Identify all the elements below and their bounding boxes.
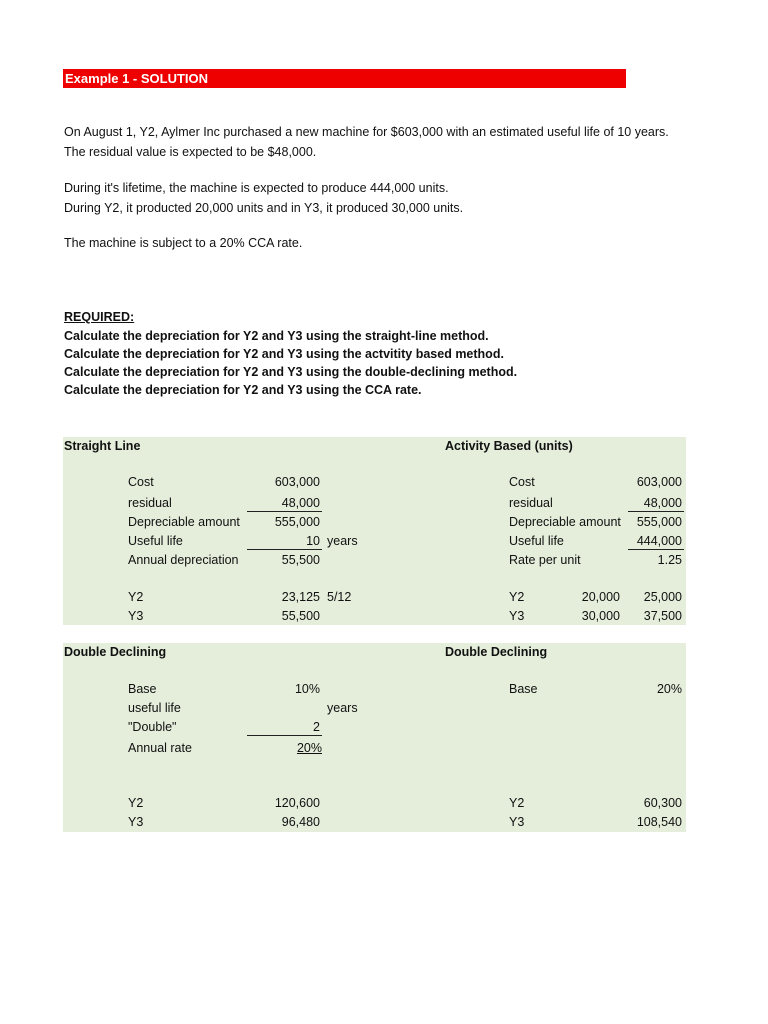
- dd-base-value: 10%: [294, 682, 320, 696]
- ab-residual-value: 48,000: [643, 496, 682, 510]
- sl-residual-value: 48,000: [281, 496, 320, 510]
- ab-cost-value: 603,000: [636, 475, 682, 489]
- required-item: Calculate the depreciation for Y2 and Y3 using the actvitity based method.: [64, 347, 504, 361]
- ab-life-underline: [628, 549, 684, 550]
- straight-line-heading: Straight Line: [64, 439, 141, 453]
- ab-rate-label: Rate per unit: [509, 553, 581, 567]
- sl-y3-value: 55,500: [281, 609, 320, 623]
- activity-heading: Activity Based (units): [445, 439, 573, 453]
- required-item: Calculate the depreciation for Y2 and Y3 using the straight-line method.: [64, 329, 489, 343]
- ddr-y3-value: 108,540: [636, 815, 682, 829]
- page-title: Example 1 - SOLUTION: [65, 71, 209, 86]
- ab-rate-value: 1.25: [657, 553, 682, 567]
- sl-depreciable-label: Depreciable amount: [128, 515, 240, 529]
- double-declining-right-heading: Double Declining: [445, 645, 548, 659]
- sl-residual-label: residual: [128, 496, 172, 510]
- sl-residual-underline: [247, 511, 322, 512]
- double-declining-heading: Double Declining: [64, 645, 167, 659]
- intro-line-3: During it's lifetime, the machine is expected to produce 444,000 units.: [64, 181, 449, 195]
- ddr-base-value: 20%: [656, 682, 682, 696]
- sl-annual-value: 55,500: [281, 553, 320, 567]
- sl-y2-value: 23,125: [281, 590, 320, 604]
- dd-y3-value: 96,480: [281, 815, 320, 829]
- ab-depreciable-value: 555,000: [636, 515, 682, 529]
- sl-life-value: 10: [306, 534, 320, 548]
- sl-life-label: Useful life: [128, 534, 183, 548]
- intro-line-5: The machine is subject to a 20% CCA rate.: [64, 236, 303, 250]
- dd-double-label: "Double": [128, 720, 177, 734]
- sl-life-underline: [247, 549, 322, 550]
- required-item: Calculate the depreciation for Y2 and Y3 using the CCA rate.: [64, 383, 422, 397]
- sl-annual-label: Annual depreciation: [128, 553, 239, 567]
- dd-base-label: Base: [128, 682, 157, 696]
- ab-residual-underline: [628, 511, 684, 512]
- dd-annual-label: Annual rate: [128, 741, 192, 755]
- dd-life-label: useful life: [128, 701, 181, 715]
- ab-y2-units: 20,000: [581, 590, 620, 604]
- ddr-y2-label: Y2: [509, 796, 525, 810]
- title-bar: [63, 69, 626, 88]
- ddr-y3-label: Y3: [509, 815, 525, 829]
- ab-y3-value: 37,500: [643, 609, 682, 623]
- ab-y3-units: 30,000: [581, 609, 620, 623]
- intro-line-1: On August 1, Y2, Aylmer Inc purchased a new machine for $603,000 with an estimated useful life of 10 years.: [64, 125, 669, 139]
- sl-y2-note: 5/12: [327, 590, 352, 604]
- dd-y2-value: 120,600: [274, 796, 320, 810]
- required-heading: REQUIRED:: [64, 310, 135, 324]
- dd-life-unit: years: [327, 701, 358, 715]
- dd-double-underline: [247, 735, 322, 736]
- intro-line-2: The residual value is expected to be $48,000.: [64, 145, 317, 159]
- ab-y2-value: 25,000: [643, 590, 682, 604]
- ab-life-label: Useful life: [509, 534, 564, 548]
- sl-depreciable-value: 555,000: [274, 515, 320, 529]
- dd-y3-label: Y3: [128, 815, 144, 829]
- ddr-y2-value: 60,300: [643, 796, 682, 810]
- ab-cost-label: Cost: [509, 475, 535, 489]
- ab-y3-label: Y3: [509, 609, 525, 623]
- sl-cost-label: Cost: [128, 475, 154, 489]
- ab-life-value: 444,000: [636, 534, 682, 548]
- ab-residual-label: residual: [509, 496, 553, 510]
- ddr-base-label: Base: [509, 682, 538, 696]
- ab-y2-label: Y2: [509, 590, 525, 604]
- sl-y2-label: Y2: [128, 590, 144, 604]
- required-item: Calculate the depreciation for Y2 and Y3 using the double-declining method.: [64, 365, 518, 379]
- ab-depreciable-label: Depreciable amount: [509, 515, 621, 529]
- dd-double-value: 2: [313, 720, 320, 734]
- sl-y3-label: Y3: [128, 609, 144, 623]
- section-background-bottom: [63, 643, 686, 832]
- sl-life-unit: years: [327, 534, 358, 548]
- intro-line-4: During Y2, it producted 20,000 units and in Y3, it produced 30,000 units.: [64, 201, 464, 215]
- sl-cost-value: 603,000: [274, 475, 320, 489]
- dd-y2-label: Y2: [128, 796, 144, 810]
- dd-annual-value: 20%: [296, 741, 322, 755]
